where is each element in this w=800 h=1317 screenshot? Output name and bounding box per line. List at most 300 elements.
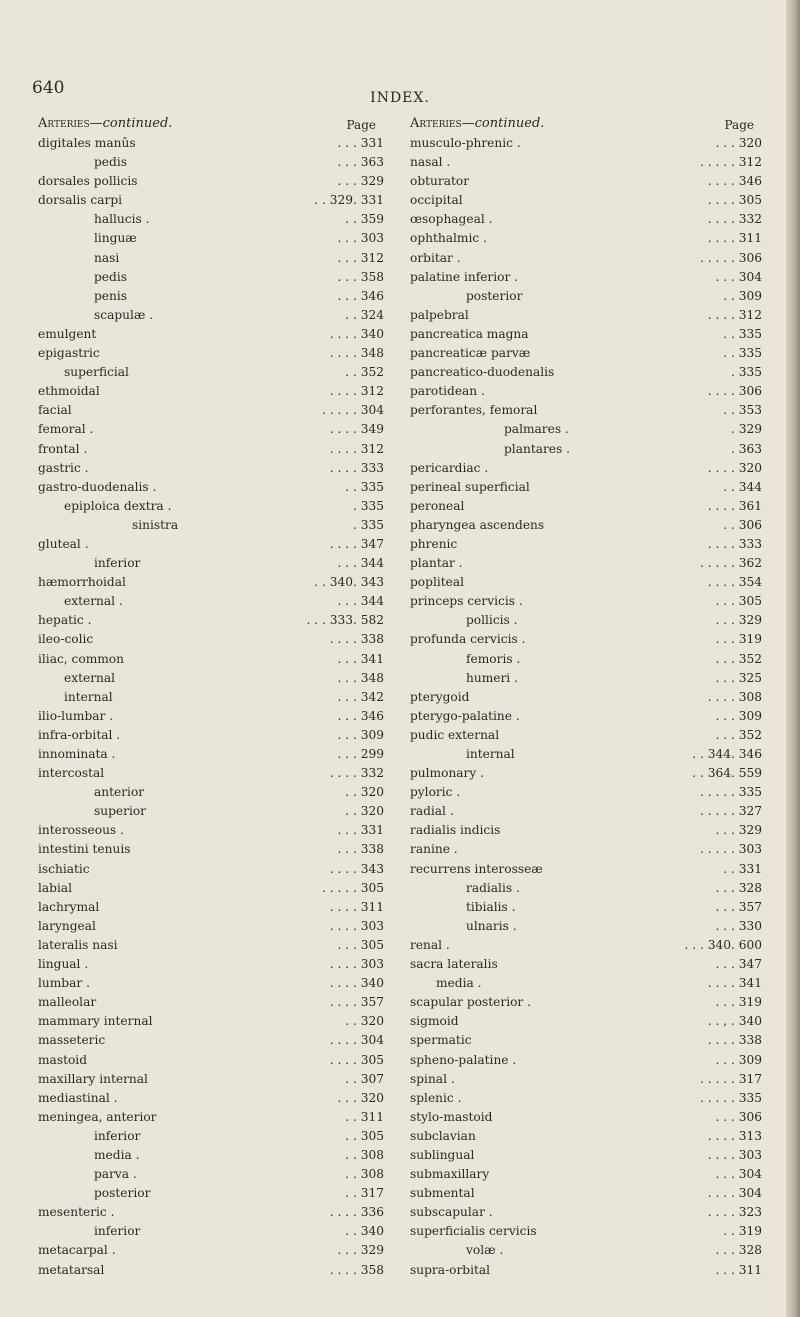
index-entry [34, 459, 384, 478]
entry-term: lateralis nasi [38, 937, 118, 952]
index-entry [34, 592, 384, 611]
entry-term: obturator [410, 174, 470, 189]
entry-page-ref: . . . 319 [715, 632, 762, 647]
index-entry [34, 993, 384, 1012]
entry-term: posterior [466, 288, 523, 303]
entry-term: peroneal [410, 498, 465, 513]
index-entry [406, 783, 762, 802]
entry-page-ref: . . . . 341 [707, 976, 762, 991]
entry-page-ref: . . . . . 317 [699, 1071, 762, 1086]
entry-page-ref: . . . . 333 [707, 536, 762, 551]
entry-term: profunda cervicis . [410, 632, 526, 647]
index-entry [406, 1070, 762, 1089]
entry-page-ref: . . . 329 [337, 1243, 384, 1258]
entry-term: pedis [94, 155, 127, 170]
entry-page-ref: . . . 305 [715, 594, 762, 609]
index-entry [406, 993, 762, 1012]
entry-term: media . [436, 976, 482, 991]
entry-term: pyloric . [410, 785, 461, 800]
entry-term: mammary internal [38, 1014, 153, 1029]
index-entry [406, 669, 762, 688]
index-entry [34, 191, 384, 210]
heading-smallcaps: Arteries [38, 116, 90, 131]
index-entry [406, 363, 762, 382]
entry-page-ref: . . . . . 362 [699, 556, 762, 571]
index-entry [406, 1165, 762, 1184]
index-column-left [34, 114, 384, 1280]
entry-page-ref: . 335 [730, 365, 762, 380]
entry-page-ref: . . 331 [723, 861, 762, 876]
column-title [38, 116, 172, 131]
index-entry [34, 325, 384, 344]
entry-term: ulnaris . [466, 918, 517, 933]
entry-page-ref: . . . . 332 [707, 212, 762, 227]
entry-page-ref: . . . . 349 [329, 422, 384, 437]
entry-term: radial . [410, 804, 454, 819]
entry-page-ref: . . . . . 327 [699, 804, 762, 819]
page-edge [786, 0, 800, 1317]
entry-page-ref: . . . 320 [715, 136, 762, 150]
entry-page-ref: . . . . 313 [707, 1128, 762, 1143]
entry-page-ref: . . . . 304 [707, 1186, 762, 1201]
entry-page-ref: . . 324 [345, 307, 384, 322]
index-entry [406, 420, 762, 439]
entry-term: frontal . [38, 441, 88, 456]
entry-page-ref: . . 319 [723, 1224, 762, 1239]
entry-page-ref: . . . 357 [715, 899, 762, 914]
index-entry [34, 745, 384, 764]
entry-page-ref: . . . . 348 [329, 346, 384, 361]
index-entry [406, 688, 762, 707]
index-entry [34, 1184, 384, 1203]
index-entry [406, 879, 762, 898]
entry-page-ref: . . . . 311 [329, 899, 384, 914]
entry-page-ref: . . . 309 [715, 1052, 762, 1067]
index-entry [34, 669, 384, 688]
entry-term: parotidean . [410, 384, 485, 399]
entry-term: ophthalmic . [410, 231, 487, 246]
entry-list [34, 134, 384, 1280]
entry-page-ref: . . . 311 [715, 1262, 762, 1277]
entry-term: infra-orbital . [38, 727, 121, 742]
index-entry [34, 630, 384, 649]
heading-smallcaps: Arteries [410, 116, 462, 131]
index-entry [34, 249, 384, 268]
entry-term: hæmorrhoidal [38, 575, 126, 590]
entry-term: dorsalis carpi [38, 193, 123, 208]
heading-continued: —continued. [461, 116, 545, 131]
entry-term: spinal . [410, 1071, 455, 1086]
entry-term: pancreatico-duodenalis [410, 365, 555, 380]
column-heading [406, 114, 762, 134]
index-entry [34, 917, 384, 936]
entry-term: palpebral [410, 307, 469, 322]
index-entry [406, 1012, 762, 1031]
entry-page-ref: . . . 342 [337, 689, 384, 704]
index-entry [34, 516, 384, 535]
entry-page-ref: . . . . 303 [707, 1147, 762, 1162]
index-entry [406, 898, 762, 917]
index-entry [406, 955, 762, 974]
entry-page-ref: . . . 328 [715, 880, 762, 895]
entry-page-ref: . . . 309 [337, 727, 384, 742]
entry-term: mediastinal . [38, 1090, 118, 1105]
entry-term: intestini tenuis [38, 842, 131, 857]
index-entry [406, 191, 762, 210]
entry-term: perineal superficial [410, 479, 530, 494]
entry-term: emulgent [38, 326, 97, 341]
index-entry [406, 516, 762, 535]
entry-page-ref: . . . 320 [337, 1090, 384, 1105]
entry-term: musculo-phrenic . [410, 136, 521, 150]
entry-page-ref: . . . 303 [337, 231, 384, 246]
entry-term: palatine inferior . [410, 269, 519, 284]
index-entry [34, 650, 384, 669]
entry-page-ref: . . 309 [723, 288, 762, 303]
entry-list [406, 134, 762, 1280]
entry-page-ref: . . . 363 [337, 155, 384, 170]
entry-term: hallucis . [94, 212, 150, 227]
index-entry [34, 611, 384, 630]
entry-term: renal . [410, 937, 450, 952]
entry-term: volæ . [466, 1243, 504, 1258]
index-entry [406, 440, 762, 459]
index-entry [34, 134, 384, 153]
index-entry [34, 1031, 384, 1050]
index-entry [34, 229, 384, 248]
entry-page-ref: . . 311 [345, 1109, 384, 1124]
entry-term: occipital [410, 193, 463, 208]
index-entry [34, 974, 384, 993]
entry-term: plantares . [504, 441, 571, 456]
entry-page-ref: . . . 344 [337, 594, 384, 609]
entry-page-ref: . . . . 305 [329, 1052, 384, 1067]
entry-page-ref: . . 320 [345, 804, 384, 819]
entry-term: subclavian [410, 1128, 476, 1143]
entry-term: humeri . [466, 670, 518, 685]
entry-term: stylo-mastoid [410, 1109, 493, 1124]
entry-page-ref: . . 340. 343 [314, 575, 384, 590]
index-entry [34, 764, 384, 783]
entry-term: gastric . [38, 460, 89, 475]
index-entry [34, 936, 384, 955]
entry-term: ranine . [410, 842, 458, 857]
entry-term: plantar . [410, 556, 463, 571]
entry-page-ref: . . . . 311 [707, 231, 762, 246]
entry-term: laryngeal [38, 918, 96, 933]
entry-page-ref: . . . 306 [715, 1109, 762, 1124]
index-entry [34, 344, 384, 363]
entry-page-ref: . . . 341 [337, 651, 384, 666]
entry-term: mastoid [38, 1052, 88, 1067]
index-entry [406, 802, 762, 821]
index-entry [34, 153, 384, 172]
entry-page-ref: . . 320 [345, 1014, 384, 1029]
entry-term: inferior [94, 1224, 141, 1239]
entry-term: epiploica dextra . [64, 498, 172, 513]
entry-page-ref: . . . . 306 [707, 384, 762, 399]
index-entry [34, 382, 384, 401]
index-entry [406, 401, 762, 420]
entry-page-ref: . . . 304 [715, 269, 762, 284]
entry-page-ref: . . 308 [345, 1167, 384, 1182]
entry-page-ref: . 329 [730, 422, 762, 437]
entry-page-ref: . . . . 303 [329, 957, 384, 972]
entry-term: inferior [94, 1128, 141, 1143]
entry-page-ref: . 335 [352, 517, 384, 532]
index-entry [406, 172, 762, 191]
entry-page-ref: . . . 329 [715, 823, 762, 838]
entry-page-ref: . . 308 [345, 1147, 384, 1162]
entry-page-ref: . . 352 [345, 365, 384, 380]
index-entry [34, 879, 384, 898]
index-entry [406, 153, 762, 172]
entry-term: dorsales pollicis [38, 174, 138, 189]
index-entry [34, 1222, 384, 1241]
index-entry [34, 1241, 384, 1260]
index-entry [406, 306, 762, 325]
index-entry [406, 1222, 762, 1241]
entry-term: superior [94, 804, 147, 819]
entry-page-ref: . . . . . 335 [699, 785, 762, 800]
index-entry [34, 688, 384, 707]
entry-page-ref: . . . 329 [337, 174, 384, 189]
index-entry [34, 554, 384, 573]
entry-term: pericardiac . [410, 460, 489, 475]
index-entry [34, 955, 384, 974]
entry-page-ref: . . . 338 [337, 842, 384, 857]
index-entry [406, 1184, 762, 1203]
entry-term: interosseous . [38, 823, 124, 838]
entry-term: pharyngea ascendens [410, 517, 545, 532]
entry-page-ref: . . . . 358 [329, 1262, 384, 1277]
entry-page-ref: . . 317 [345, 1186, 384, 1201]
entry-term: femoris . [466, 651, 521, 666]
entry-term: internal [64, 689, 113, 704]
index-entry [406, 210, 762, 229]
index-entry [406, 1031, 762, 1050]
entry-page-ref: . . 344 [723, 479, 762, 494]
entry-page-ref: . . 305 [345, 1128, 384, 1143]
index-entry [34, 535, 384, 554]
index-entry [406, 726, 762, 745]
entry-term: epigastric [38, 346, 100, 361]
entry-term: sacra lateralis [410, 957, 498, 972]
entry-page-ref: . . . 346 [337, 288, 384, 303]
entry-term: meningea, anterior [38, 1109, 157, 1124]
entry-page-ref: . . . . 305 [707, 193, 762, 208]
entry-term: lachrymal [38, 899, 100, 914]
entry-term: innominata . [38, 747, 116, 761]
index-entry [406, 325, 762, 344]
entry-page-ref: . . 320 [345, 785, 384, 800]
entry-term: metacarpal . [38, 1243, 116, 1258]
entry-term: nasal . [410, 155, 451, 170]
entry-term: external . [64, 594, 123, 609]
entry-page-ref: . . . . 320 [707, 460, 762, 475]
index-entry [34, 401, 384, 420]
index-entry [406, 1261, 762, 1280]
index-entry [406, 1146, 762, 1165]
index-entry [406, 974, 762, 993]
entry-term: radialis indicis [410, 823, 501, 838]
index-entry [34, 1070, 384, 1089]
entry-term: mesenteric . [38, 1205, 115, 1220]
entry-page-ref: . . 344. 346 [692, 747, 762, 761]
entry-term: superficialis cervicis [410, 1224, 537, 1239]
entry-page-ref: . . . 312 [337, 250, 384, 265]
index-entry [406, 821, 762, 840]
column-heading [34, 114, 384, 134]
entry-term: ischiatic [38, 861, 90, 876]
index-entry [34, 497, 384, 516]
entry-term: internal [466, 747, 515, 761]
entry-page-ref: . . . . 338 [707, 1033, 762, 1048]
entry-term: sigmoid [410, 1014, 459, 1029]
entry-term: spermatic [410, 1033, 472, 1048]
entry-term: inferior [94, 556, 141, 571]
index-entry [34, 860, 384, 879]
entry-term: penis [94, 288, 128, 303]
entry-term: gluteal . [38, 536, 89, 551]
entry-term: labial [38, 880, 73, 895]
index-entry [406, 1203, 762, 1222]
entry-term: pulmonary . [410, 766, 485, 781]
index-entry [406, 611, 762, 630]
index-entry [406, 1051, 762, 1070]
entry-term: radialis . [466, 880, 520, 895]
entry-page-ref: . . , . 340 [707, 1014, 762, 1029]
entry-term: scapulæ . [94, 307, 154, 322]
index-entry [406, 860, 762, 879]
entry-page-ref: . . . . . 304 [321, 403, 384, 418]
entry-page-ref: . . . . 304 [329, 1033, 384, 1048]
index-entry [406, 1108, 762, 1127]
entry-term: metatarsal [38, 1262, 105, 1277]
entry-page-ref: . . 307 [345, 1071, 384, 1086]
entry-page-ref: . . . . 338 [329, 632, 384, 647]
index-entry [406, 268, 762, 287]
column-title [410, 116, 544, 131]
index-entry [406, 573, 762, 592]
entry-page-ref: . . 306 [723, 517, 762, 532]
entry-term: spheno-palatine . [410, 1052, 517, 1067]
entry-page-ref: . 335 [352, 498, 384, 513]
entry-page-ref: . . . . 343 [329, 861, 384, 876]
index-entry [406, 287, 762, 306]
entry-page-ref: . . . 304 [715, 1167, 762, 1182]
entry-term: subscapular . [410, 1205, 493, 1220]
index-entry [406, 535, 762, 554]
entry-page-ref: . . . 328 [715, 1243, 762, 1258]
heading-continued: —continued. [89, 116, 173, 131]
entry-term: lumbar . [38, 976, 90, 991]
index-entry [34, 1127, 384, 1146]
entry-term: intercostal [38, 766, 105, 781]
entry-page-ref: . 363 [730, 441, 762, 456]
index-entry [34, 210, 384, 229]
entry-term: ilio-lumbar . [38, 708, 114, 723]
entry-term: nasi [94, 250, 120, 265]
entry-term: scapular posterior . [410, 995, 532, 1010]
index-entry [34, 363, 384, 382]
index-entry [406, 478, 762, 497]
entry-term: malleolar [38, 995, 97, 1010]
entry-term: sinistra [132, 517, 179, 532]
index-entry [34, 898, 384, 917]
entry-term: lingual . [38, 957, 89, 972]
index-entry [34, 268, 384, 287]
entry-term: pedis [94, 269, 127, 284]
entry-page-ref: . . . 331 [337, 136, 384, 150]
entry-page-ref: . . . 333. 582 [306, 613, 384, 628]
entry-term: phrenic [410, 536, 458, 551]
page-label: Page [346, 118, 376, 132]
index-entry [34, 802, 384, 821]
index-entry [406, 229, 762, 248]
entry-term: posterior [94, 1186, 151, 1201]
entry-page-ref: . . . 305 [337, 937, 384, 952]
entry-page-ref: . . . 358 [337, 269, 384, 284]
index-entry [406, 459, 762, 478]
entry-term: recurrens interosseæ [410, 861, 543, 876]
running-head: INDEX. [370, 90, 430, 106]
entry-page-ref: . . . . . 306 [699, 250, 762, 265]
index-entry [34, 726, 384, 745]
entry-term: pterygoid [410, 689, 470, 704]
entry-term: media . [94, 1147, 140, 1162]
page-number: 640 [32, 78, 65, 98]
entry-page-ref: . . . 299 [337, 747, 384, 761]
index-entry [34, 573, 384, 592]
entry-term: masseteric [38, 1033, 106, 1048]
entry-term: splenic . [410, 1090, 462, 1105]
entry-term: pudic external [410, 727, 500, 742]
entry-term: hepatic . [38, 613, 92, 628]
index-entry [34, 306, 384, 325]
entry-page-ref: . . 335 [723, 346, 762, 361]
index-entry [406, 497, 762, 516]
entry-term: submaxillary [410, 1167, 490, 1182]
entry-page-ref: . . . 319 [715, 995, 762, 1010]
entry-term: femoral . [38, 422, 94, 437]
entry-page-ref: . . 335 [345, 479, 384, 494]
entry-page-ref: . . . 346 [337, 708, 384, 723]
entry-page-ref: . . . . 340 [329, 326, 384, 341]
entry-page-ref: . . . . 323 [707, 1205, 762, 1220]
entry-term: supra-orbital [410, 1262, 491, 1277]
index-entry [34, 783, 384, 802]
index-entry [406, 840, 762, 859]
entry-page-ref: . . . 344 [337, 556, 384, 571]
index-entry [34, 478, 384, 497]
entry-page-ref: . . . . 308 [707, 689, 762, 704]
index-entry [34, 1203, 384, 1222]
entry-term: digitales manûs [38, 136, 136, 150]
entry-page-ref: . . . 309 [715, 708, 762, 723]
index-entry [34, 1146, 384, 1165]
entry-term: superficial [64, 365, 129, 380]
index-entry [406, 1089, 762, 1108]
entry-page-ref: . . . . 347 [329, 536, 384, 551]
index-entry [34, 420, 384, 439]
index-entry [34, 821, 384, 840]
index-entry [34, 287, 384, 306]
index-entry [406, 764, 762, 783]
index-entry [406, 917, 762, 936]
entry-term: maxillary internal [38, 1071, 148, 1086]
index-column-right [406, 114, 762, 1280]
